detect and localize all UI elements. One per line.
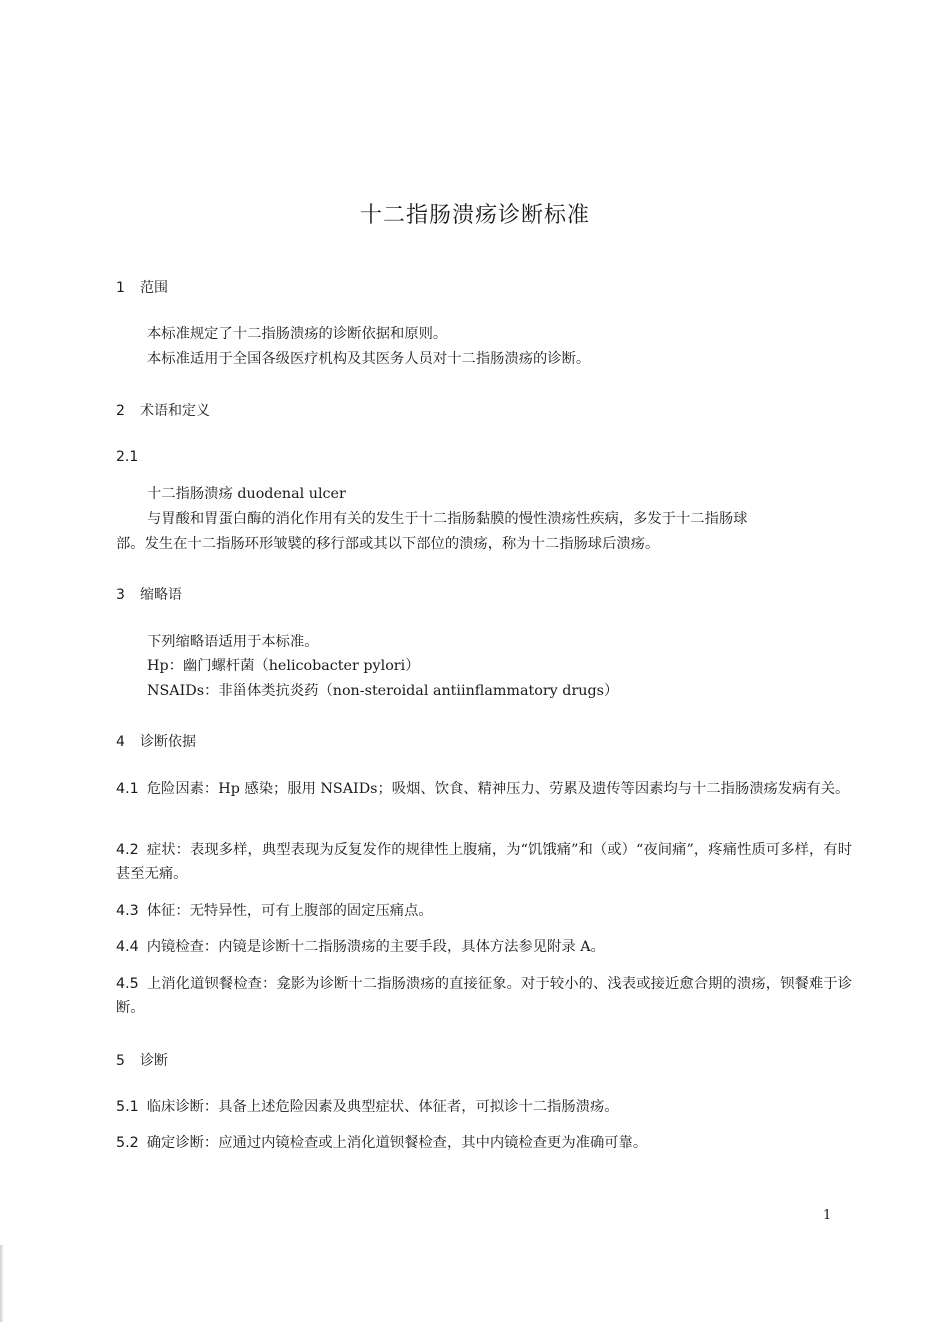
section-1-title: 范围 — [140, 280, 168, 296]
clause-text: 临床诊断：具备上述危险因素及典型症状、体征者，可拟诊十二指肠溃疡。 — [146, 1099, 619, 1115]
clause-text: 确定诊断：应通过内镜检查或上消化道钡餐检查，其中内镜检查更为准确可靠。 — [146, 1135, 648, 1151]
subsection-2-1-number: 2.1 — [116, 449, 139, 465]
clause-5-2 — [116, 1131, 852, 1155]
term-chinese: 十二指肠溃疡 — [147, 486, 233, 502]
section-1-heading — [116, 277, 168, 297]
section-1-paragraph-1: 本标准规定了十二指肠溃疡的诊断依据和原则。 — [147, 326, 448, 342]
clause-text: 危险因素：Hp 感染；服用 NSAIDs；吸烟、饮食、精神压力、劳累及遗传等因素均与十二指肠溃疡发病有关。 — [146, 781, 850, 797]
clause-text: 内镜检查：内镜是诊断十二指肠溃疡的主要手段，具体方法参见附录 A。 — [146, 939, 605, 955]
clause-4-4 — [116, 935, 852, 959]
definition-line-1: 与胃酸和胃蛋白酶的消化作用有关的发生于十二指肠黏膜的慢性溃疡性疾病，多发于十二指肠球 — [147, 511, 748, 527]
section-3-number: 3 — [116, 587, 125, 603]
abbreviation-hp: Hp：幽门螺杆菌（helicobacter pylori） — [147, 658, 420, 674]
term-english: duodenal ulcer — [237, 486, 346, 502]
term-entry — [147, 482, 346, 506]
clause-5-1 — [116, 1095, 852, 1119]
section-5-title: 诊断 — [140, 1053, 168, 1069]
clause-4-3 — [116, 899, 852, 923]
section-2-number: 2 — [116, 403, 125, 419]
clause-number: 4.2 — [116, 842, 139, 858]
section-3-title: 缩略语 — [140, 587, 182, 603]
document-title: 十二指肠溃疡诊断标准 — [359, 203, 590, 228]
page-number: 1 — [823, 1208, 832, 1223]
section-4-number: 4 — [116, 734, 125, 750]
clause-text: 上消化道钡餐检查：龛影为诊断十二指肠溃疡的直接征象。对于较小的、浅表或接近愈合期的溃疡，钡餐难于诊断。 — [116, 976, 852, 1016]
section-4-heading — [116, 731, 196, 751]
section-3-paragraph-1: 下列缩略语适用于本标准。 — [147, 634, 319, 650]
clause-number: 4.4 — [116, 939, 139, 955]
clause-4-2 — [116, 838, 852, 886]
section-1-paragraph-2: 本标准适用于全国各级医疗机构及其医务人员对十二指肠溃疡的诊断。 — [147, 351, 591, 367]
clause-number: 5.2 — [116, 1135, 139, 1151]
section-5-number: 5 — [116, 1053, 125, 1069]
definition-line-2: 部。发生在十二指肠环形皱襞的移行部或其以下部位的溃疡，称为十二指肠球后溃疡。 — [116, 536, 660, 552]
scan-edge-shadow — [0, 1245, 4, 1322]
clause-text: 症状：表现多样，典型表现为反复发作的规律性上腹痛，为“饥饿痛”和（或）“夜间痛”，疼痛性质可多样，有时甚至无痛。 — [116, 842, 852, 882]
section-2-title: 术语和定义 — [140, 403, 210, 419]
section-2-heading — [116, 400, 210, 420]
clause-4-1 — [116, 777, 852, 801]
section-5-heading — [116, 1050, 168, 1070]
clause-number: 5.1 — [116, 1099, 139, 1115]
section-4-title: 诊断依据 — [140, 734, 196, 750]
clause-4-5 — [116, 972, 852, 1020]
clause-number: 4.1 — [116, 781, 139, 797]
section-1-number: 1 — [116, 280, 125, 296]
section-3-heading — [116, 584, 182, 604]
clause-number: 4.3 — [116, 903, 139, 919]
clause-text: 体征：无特异性，可有上腹部的固定压痛点。 — [146, 903, 433, 919]
abbreviation-nsaids: NSAIDs：非甾体类抗炎药（non-steroidal antiinflammatory drugs） — [147, 683, 619, 699]
clause-number: 4.5 — [116, 976, 139, 992]
